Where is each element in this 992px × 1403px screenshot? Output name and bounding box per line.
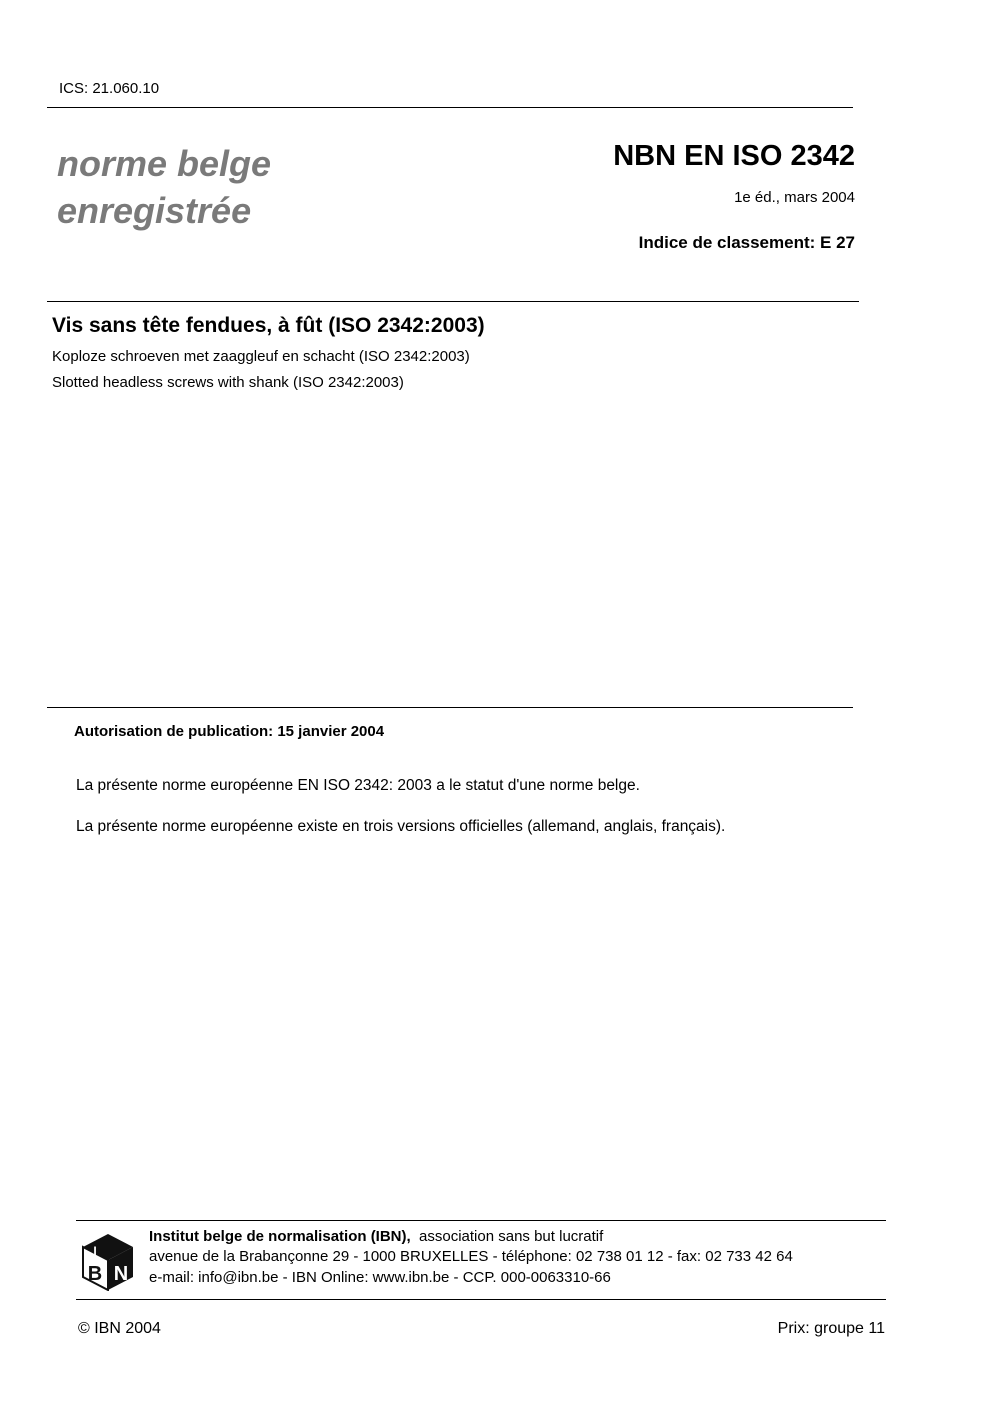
classification-index: Indice de classement: E 27: [638, 233, 855, 252]
price-group: Prix: groupe 11: [777, 1320, 885, 1337]
body-top-rule: [47, 707, 853, 708]
institute-line: [149, 1228, 603, 1245]
ibn-logo-icon: [82, 1233, 134, 1291]
status-paragraph: La présente norme européenne EN ISO 2342: 2003 a le statut d'une norme belge.: [76, 777, 640, 794]
institute-suffix: association sans but lucratif: [410, 1228, 604, 1245]
versions-paragraph: La présente norme européenne existe en trois versions officielles (allemand, anglais, français).: [76, 818, 726, 835]
title-top-rule: [47, 301, 859, 302]
registered-standard-label: [57, 140, 271, 234]
footer-top-rule: [76, 1220, 886, 1221]
svg-text:B: B: [87, 1263, 103, 1285]
footer-bottom-rule: [76, 1299, 886, 1300]
svg-text:I: I: [93, 1244, 97, 1258]
registered-line-2: enregistrée: [57, 190, 252, 231]
institute-name: Institut belge de normalisation (IBN),: [149, 1228, 411, 1245]
ics-code: ICS: 21.060.10: [59, 80, 160, 97]
institute-address: avenue de la Brabançonne 29 - 1000 BRUXELLES - téléphone: 02 738 01 12 - fax: 02 733 42 64: [149, 1248, 793, 1265]
publication-authorisation: Autorisation de publication: 15 janvier 2004: [74, 723, 385, 740]
standard-number: NBN EN ISO 2342: [613, 140, 855, 172]
title-dutch: Koploze schroeven met zaaggleuf en schacht (ISO 2342:2003): [52, 348, 470, 365]
title-french: Vis sans tête fendues, à fût (ISO 2342:2003): [52, 314, 485, 337]
title-english: Slotted headless screws with shank (ISO 2342:2003): [52, 374, 404, 391]
copyright: © IBN 2004: [78, 1320, 161, 1337]
svg-text:N: N: [113, 1263, 129, 1285]
registered-line-1: norme belge: [57, 143, 272, 184]
edition-date: 1e éd., mars 2004: [734, 189, 855, 206]
institute-contact: e-mail: info@ibn.be - IBN Online: www.ibn.be - CCP. 000-0063310-66: [149, 1269, 611, 1286]
header-rule: [47, 107, 853, 108]
